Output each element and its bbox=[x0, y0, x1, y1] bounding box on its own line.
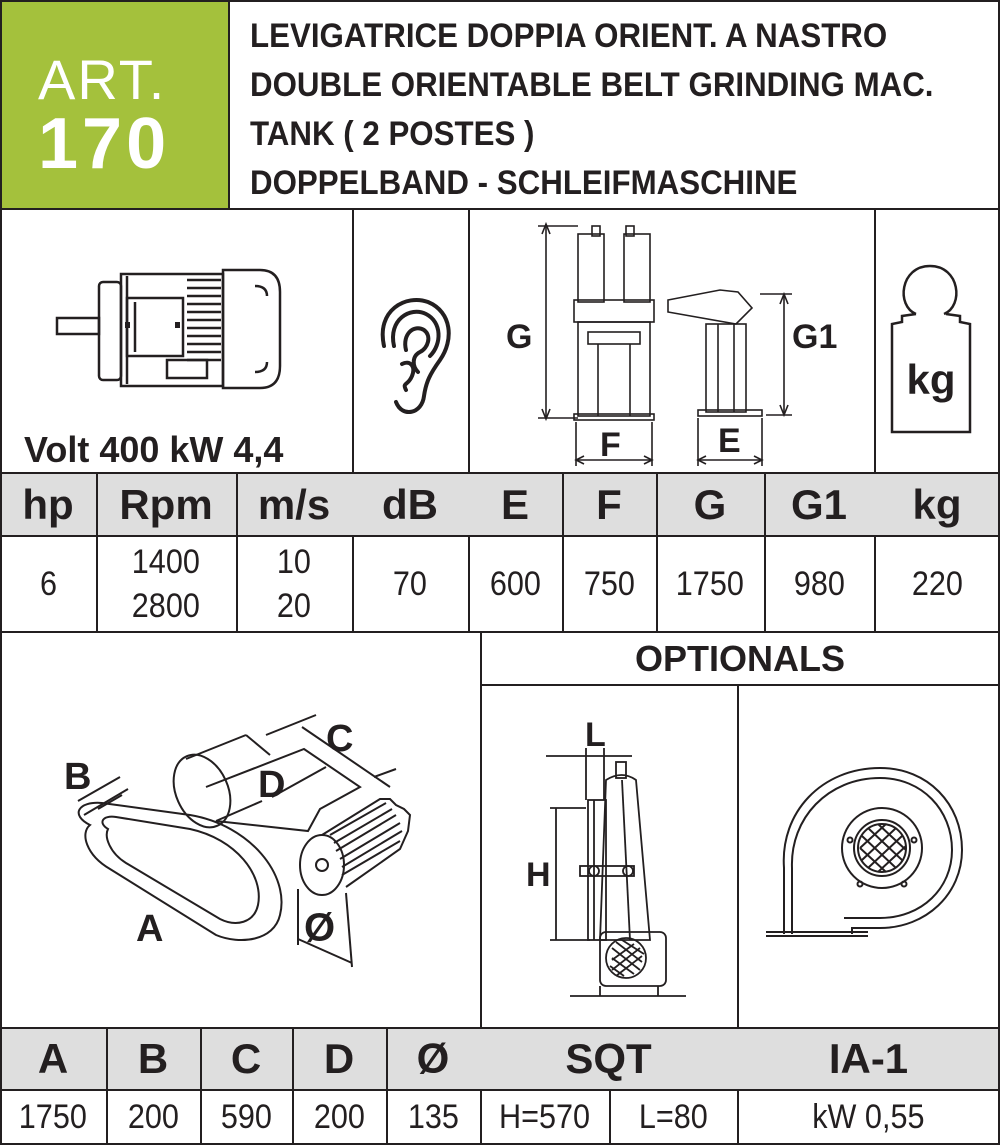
col-header-hp: hp bbox=[22, 480, 74, 528]
col-header-a: A bbox=[37, 1035, 69, 1082]
dim-value-d bbox=[292, 1090, 386, 1145]
divider bbox=[0, 631, 1000, 633]
sqt-value-l-text: L=80 bbox=[638, 1098, 708, 1136]
dim-value-d-text: 200 bbox=[313, 1098, 365, 1136]
sqt-value-h bbox=[480, 1090, 609, 1145]
art-number: 170 bbox=[38, 104, 171, 184]
dim-value-c-text: 590 bbox=[220, 1098, 272, 1136]
col-header-dia: Ø bbox=[416, 1035, 450, 1082]
spec-value-rpm-1: 1400 bbox=[131, 543, 201, 581]
col-header-sqt: SQT bbox=[565, 1035, 652, 1082]
optionals-title: OPTIONALS bbox=[634, 638, 845, 679]
spec-value-rpm-2: 2800 bbox=[131, 587, 201, 625]
dim-label-g: G bbox=[506, 318, 533, 356]
spec-value-g1-text: 980 bbox=[793, 564, 845, 603]
col-header-c: C bbox=[230, 1035, 262, 1082]
belt-label-d: D bbox=[258, 764, 286, 806]
dim-value-dia bbox=[386, 1090, 480, 1145]
spec-value-hp-text: 6 bbox=[39, 564, 57, 603]
col-header-rpm: Rpm bbox=[119, 480, 213, 528]
spec-value-kg-text: 220 bbox=[911, 564, 963, 603]
sqt-value-l bbox=[609, 1090, 737, 1145]
col-header-g: G bbox=[693, 480, 727, 528]
col-header-kg: kg bbox=[912, 480, 962, 528]
title-line-en: DOUBLE ORIENTABLE BELT GRINDING MAC. bbox=[250, 66, 934, 104]
machine-dimensions-icon bbox=[470, 212, 872, 472]
dim-label-g1: G1 bbox=[792, 318, 838, 356]
dust-extractor-icon bbox=[756, 752, 976, 948]
spec-value-f bbox=[562, 537, 656, 631]
col-header-db: dB bbox=[382, 480, 438, 528]
divider bbox=[0, 208, 1000, 210]
product-title bbox=[250, 12, 993, 208]
dim-value-dia-text: 135 bbox=[407, 1098, 459, 1136]
sanding-belt-icon bbox=[40, 705, 460, 985]
dim-value-b-text: 200 bbox=[127, 1098, 179, 1136]
weight-icon-label: kg bbox=[906, 356, 956, 403]
spec-value-e-text: 600 bbox=[489, 564, 541, 603]
sqt-value-h-text: H=570 bbox=[498, 1098, 591, 1136]
spec-value-e bbox=[468, 537, 562, 631]
spec-value-g-text: 1750 bbox=[675, 564, 745, 603]
title-line-fr: TANK ( 2 POSTES ) bbox=[250, 115, 535, 153]
col-header-e: E bbox=[500, 480, 529, 528]
col-header-b: B bbox=[137, 1035, 169, 1082]
spec-value-g1 bbox=[764, 537, 874, 631]
spec-value-db-text: 70 bbox=[392, 564, 428, 603]
dim-value-c bbox=[200, 1090, 292, 1145]
weight-kg-icon bbox=[886, 262, 976, 438]
col-header-d: D bbox=[323, 1035, 355, 1082]
spec-value-kg bbox=[874, 537, 1000, 631]
art-badge bbox=[2, 2, 228, 208]
dim-value-a-text: 1750 bbox=[18, 1098, 88, 1136]
sqt-label-l: L bbox=[585, 716, 606, 754]
spec-value-f-text: 750 bbox=[583, 564, 635, 603]
title-line-de: DOPPELBAND - SCHLEIFMASCHINE bbox=[250, 164, 798, 202]
title-line-it: LEVIGATRICE DOPPIA ORIENT. A NASTRO bbox=[250, 17, 888, 55]
ear-icon bbox=[366, 290, 456, 420]
spec-value-ms-1: 10 bbox=[276, 543, 312, 581]
belt-label-c: C bbox=[326, 718, 354, 760]
electric-motor-icon bbox=[55, 262, 285, 392]
col-header-ia1: IA-1 bbox=[828, 1035, 909, 1082]
ia1-value bbox=[737, 1090, 1000, 1145]
divider bbox=[480, 684, 1000, 686]
sqt-label-h: H bbox=[526, 856, 551, 894]
divider bbox=[228, 0, 230, 209]
col-header-f: F bbox=[596, 480, 622, 528]
dim-value-b bbox=[106, 1090, 200, 1145]
motor-spec: Volt 400 kW 4,4 bbox=[24, 429, 284, 470]
art-label: ART. bbox=[38, 48, 167, 111]
dim-value-a bbox=[0, 1090, 106, 1145]
dim-label-f: F bbox=[600, 426, 621, 464]
belt-label-dia: Ø bbox=[304, 906, 336, 950]
spec-value-ms-2: 20 bbox=[276, 587, 312, 625]
dim-label-e: E bbox=[718, 422, 741, 460]
belt-label-a: A bbox=[136, 908, 164, 950]
spec-value-db bbox=[352, 537, 468, 631]
spec-value-ms bbox=[236, 537, 352, 631]
col-header-g1: G1 bbox=[790, 480, 848, 528]
sqt-attachment-icon bbox=[490, 700, 730, 1010]
belt-label-b: B bbox=[64, 756, 92, 798]
spec-value-rpm bbox=[96, 537, 236, 631]
spec-value-g bbox=[656, 537, 764, 631]
ia1-value-text: kW 0,55 bbox=[812, 1098, 925, 1136]
spec-value-hp bbox=[0, 537, 96, 631]
col-header-ms: m/s bbox=[257, 480, 331, 528]
